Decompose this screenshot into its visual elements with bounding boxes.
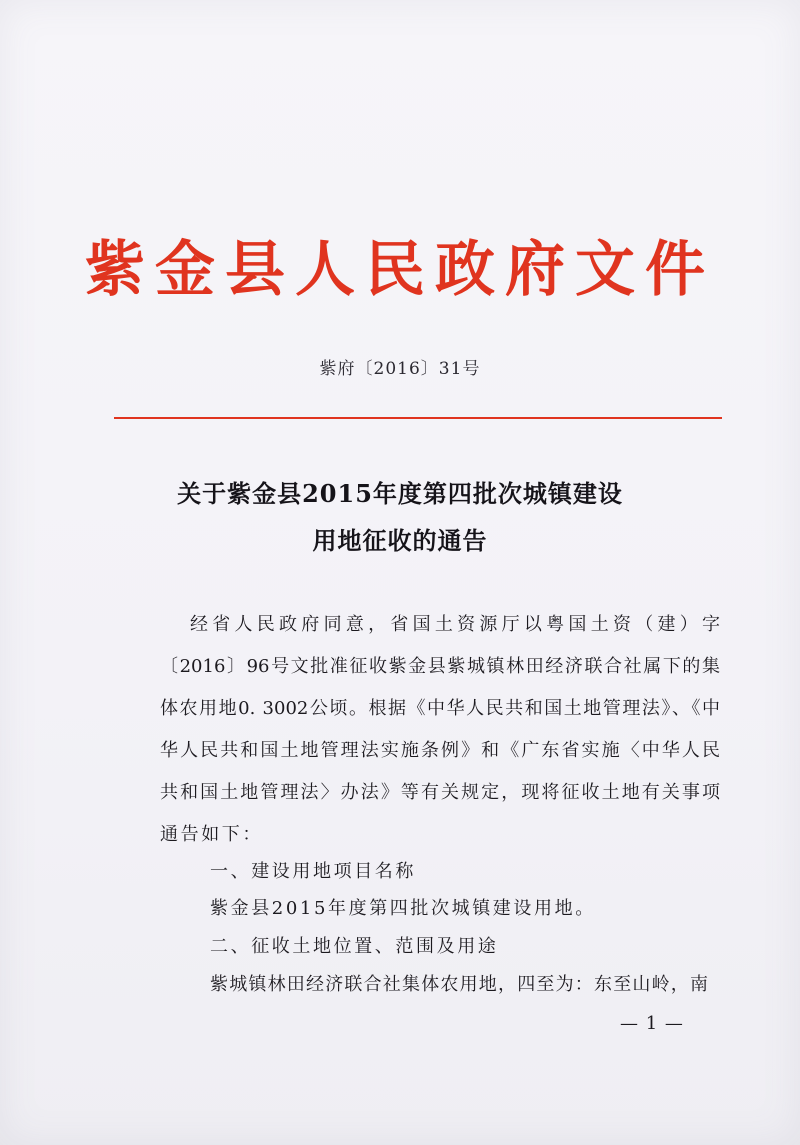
body-paragraph-line: 紫城镇林田经济联合社集体农用地，四至为：东至山岭，南 <box>210 974 710 995</box>
body-paragraph-line: 华人民共和国土地管理法实施条例》和《广东省实施〈中华人民 <box>160 740 720 761</box>
body-paragraph-line: 体农用地0. 3002公顷。根据《中华人民共和国土地管理法》、《中 <box>160 698 720 719</box>
page-number: — 1 — <box>620 1013 684 1034</box>
notice-title-line-2: 用地征收的通告 <box>312 526 488 555</box>
body-paragraph-line: 通告如下： <box>160 824 263 845</box>
body-paragraph-line: 〔2016〕96号文批准征收紫金县紫城镇林田经济联合社属下的集 <box>160 656 720 677</box>
section-heading: 二、征收土地位置、范围及用途 <box>210 936 499 957</box>
section-heading: 一、建设用地项目名称 <box>210 861 416 882</box>
body-paragraph-line: 经省人民政府同意，省国土资源厅以粤国土资（建）字 <box>190 614 720 635</box>
issuer-title: 紫金县人民政府文件 <box>85 235 715 305</box>
notice-title-line-1: 关于紫金县2015年度第四批次城镇建设 <box>177 479 623 508</box>
body-paragraph-line: 紫金县2015年度第四批次城镇建设用地。 <box>210 898 596 919</box>
body-paragraph-line: 共和国土地管理法〉办法》等有关规定，现将征收土地有关事项 <box>160 782 720 803</box>
red-divider <box>114 417 722 419</box>
document-number: 紫府〔2016〕31号 <box>319 359 481 379</box>
